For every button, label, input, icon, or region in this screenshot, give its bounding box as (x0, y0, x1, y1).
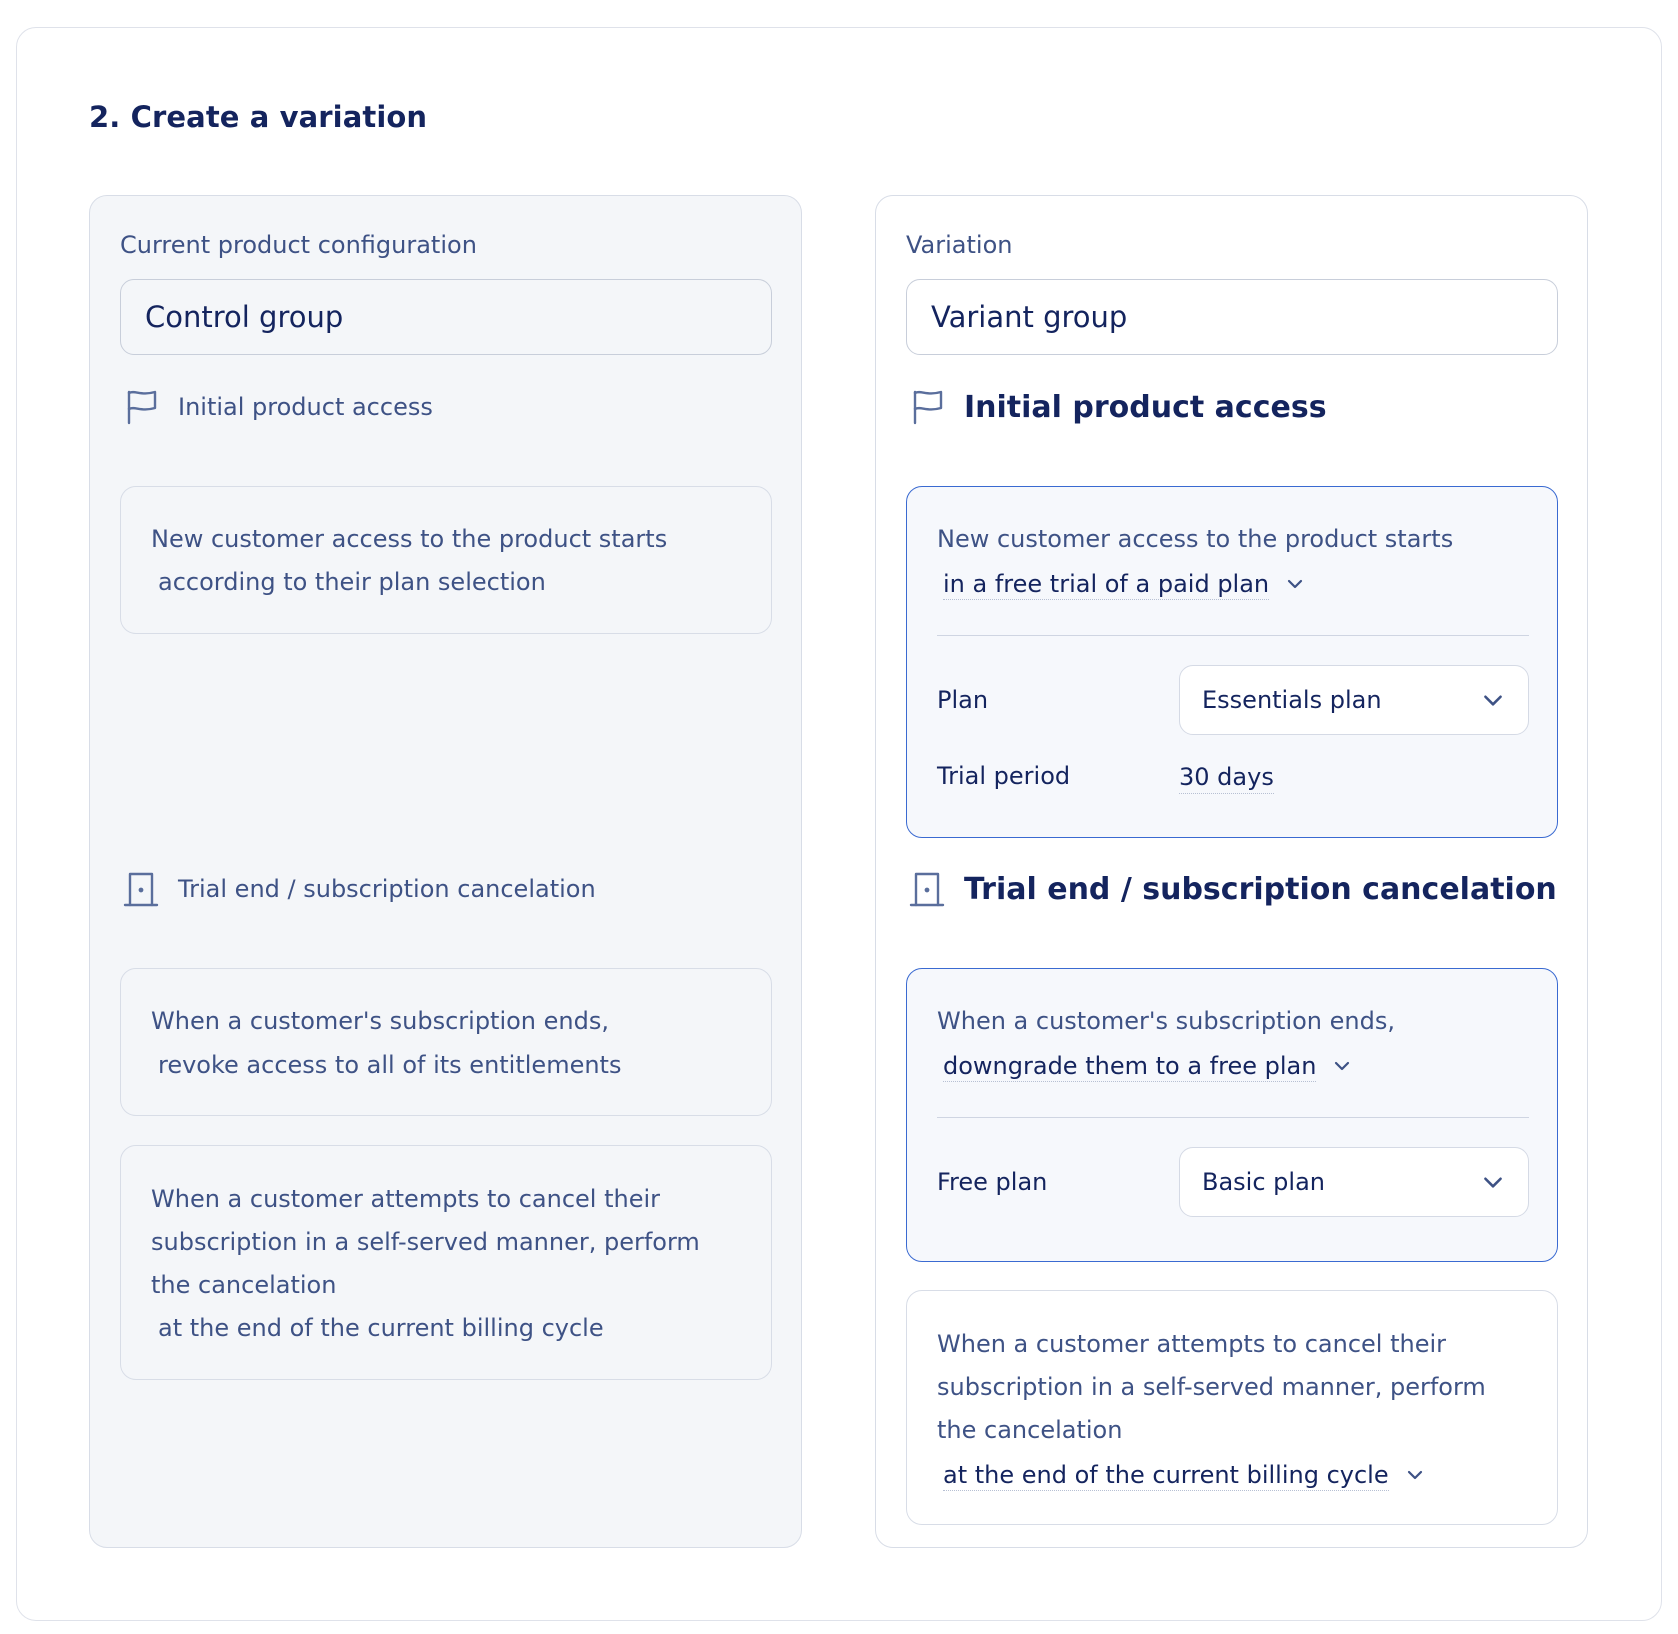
control-group-name: Control group (145, 300, 344, 334)
door-icon (120, 868, 162, 910)
control-trial-end-heading: Trial end / subscription cancelation (120, 868, 596, 910)
control-caption: Current product configuration (120, 231, 477, 259)
trial-period-value[interactable]: 30 days (1179, 761, 1274, 794)
trial-end-select[interactable]: downgrade them to a free plan (943, 1048, 1354, 1084)
variant-cancel-card: When a customer attempts to cancel their subscription in a self-served manner, perform the cancelation at the end of the current billing cycle (906, 1290, 1558, 1525)
free-plan-label: Free plan (937, 1168, 1048, 1196)
door-icon (906, 868, 948, 910)
initial-access-select[interactable]: in a free trial of a paid plan (943, 566, 1307, 602)
variant-trial-end-heading: Trial end / subscription cancelation (906, 868, 1557, 910)
variant-initial-access-card: New customer access to the product starts in a free trial of a paid plan Plan Essentials plan Trial period 30 days (906, 486, 1558, 838)
variant-trial-end-card: When a customer's subscription ends, downgrade them to a free plan Free plan Basic plan (906, 968, 1558, 1262)
chevron-down-icon (1330, 1054, 1354, 1078)
flag-icon (120, 386, 162, 428)
card-divider (937, 635, 1529, 636)
variant-group-name: Variant group (931, 300, 1128, 334)
control-group-name-field (120, 279, 772, 355)
cancel-timing-select[interactable]: at the end of the current billing cycle (943, 1457, 1427, 1493)
free-plan-dropdown[interactable] (1179, 1147, 1529, 1217)
plan-dropdown-value: Essentials plan (1202, 686, 1382, 714)
control-cancel-card: When a customer attempts to cancel their subscription in a self-served manner, perform the cancelation at the end of the current billing cycle (120, 1145, 772, 1380)
chevron-down-icon (1480, 1169, 1506, 1195)
chevron-down-icon (1480, 687, 1506, 713)
chevron-down-icon (1283, 572, 1307, 596)
plan-label: Plan (937, 686, 989, 714)
flag-icon (906, 386, 948, 428)
free-plan-dropdown-value: Basic plan (1202, 1168, 1325, 1196)
plan-dropdown[interactable] (1179, 665, 1529, 735)
card-divider (937, 1117, 1529, 1118)
control-panel (89, 195, 802, 1548)
variant-group-name-field[interactable] (906, 279, 1558, 355)
control-initial-access-heading: Initial product access (120, 386, 433, 428)
page-title: 2. Create a variation (89, 100, 428, 134)
control-initial-access-card: New customer access to the product starts according to their plan selection (120, 486, 772, 634)
variant-initial-access-heading: Initial product access (906, 386, 1327, 428)
variant-caption: Variation (906, 231, 1013, 259)
variant-panel (875, 195, 1588, 1548)
trial-period-label: Trial period (937, 762, 1071, 790)
control-trial-end-card: When a customer's subscription ends, revoke access to all of its entitlements (120, 968, 772, 1116)
chevron-down-icon (1403, 1463, 1427, 1487)
